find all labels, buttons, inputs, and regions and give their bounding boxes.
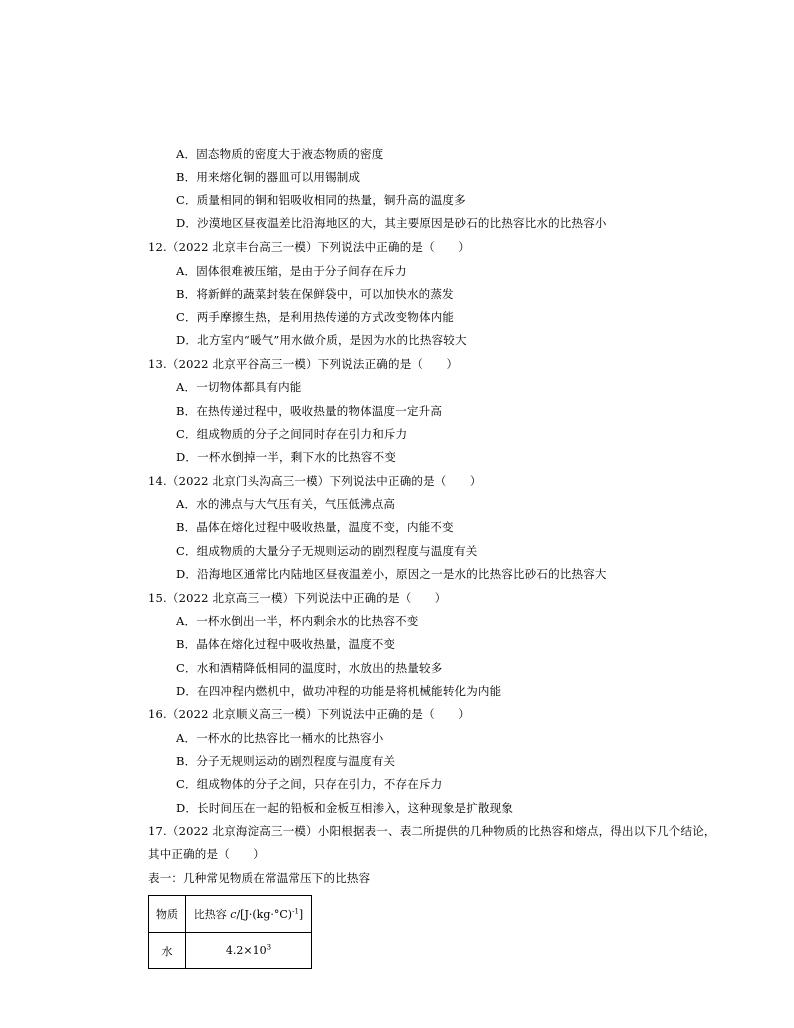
q12-option-c: C．两手摩擦生热，是利用热传递的方式改变物体内能 xyxy=(176,310,455,324)
q15-option-d: D．在四冲程内燃机中，做功冲程的功能是将机械能转化为内能 xyxy=(176,684,502,698)
q14-option-d: D．沿海地区通常比内陆地区昼夜温差小，原因之一是水的比热容比砂石的比热容大 xyxy=(176,567,607,581)
q15-option-c: C．水和酒精降低相同的温度时，水放出的热量较多 xyxy=(176,661,443,675)
q13-stem: 13.（2022 北京平谷高三一模）下列说法正确的是（ ） xyxy=(148,357,459,371)
header-c-unit: /[J·(kg·°C) xyxy=(236,908,293,921)
q11-option-c: C．质量相同的铜和铝吸收相同的热量，铜升高的温度多 xyxy=(176,193,466,207)
q14-option-c: C．组成物质的大量分子无规则运动的剧烈程度与温度有关 xyxy=(176,544,478,558)
q13-option-a: A．一切物体都具有内能 xyxy=(176,380,302,394)
specific-heat-table xyxy=(148,895,312,969)
q13-option-d: D．一杯水倒掉一半，剩下水的比热容不变 xyxy=(176,450,397,464)
table-row xyxy=(149,933,312,969)
table-header-specific-heat xyxy=(186,896,312,933)
q14-option-b: B．晶体在熔化过程中吸收热量，温度不变，内能不变 xyxy=(176,520,454,534)
q16-option-d: D．长时间压在一起的铅板和金板互相渗入，这种现象是扩散现象 xyxy=(176,801,514,815)
q14-option-a: A．水的沸点与大气压有关，气压低沸点高 xyxy=(176,497,396,511)
q14-stem: 14.（2022 北京门头沟高三一模）下列说法中正确的是（ ） xyxy=(148,474,482,488)
q11-option-b: B．用来熔化铜的器皿可以用锡制成 xyxy=(176,170,361,184)
table1-caption: 表一：几种常见物质在常温常压下的比热容 xyxy=(148,871,371,885)
header-c-prefix: 比热容 xyxy=(193,908,231,921)
value-base: 4.2×10 xyxy=(225,944,267,957)
q15-option-a: A．一杯水倒出一半，杯内剩余水的比热容不变 xyxy=(176,614,419,628)
q15-option-b: B．晶体在熔化过程中吸收热量，温度不变 xyxy=(176,637,396,651)
value-exp: 3 xyxy=(266,943,272,952)
q16-stem: 16.（2022 北京顺义高三一模）下列说法中正确的是（ ） xyxy=(148,707,470,721)
q16-option-c: C．组成物体的分子之间，只存在引力，不存在斥力 xyxy=(176,777,443,791)
q16-option-b: B．分子无规则运动的剧烈程度与温度有关 xyxy=(176,754,396,768)
header-c-exp: -1 xyxy=(292,907,299,916)
header-c-var: c xyxy=(230,908,237,921)
q12-option-a: A．固体很难被压缩，是由于分子间存在斥力 xyxy=(176,264,407,278)
table-header-substance: 物质 xyxy=(149,896,186,933)
q13-option-b: B．在热传递过程中，吸收热量的物体温度一定升高 xyxy=(176,404,443,418)
q17-stem-line1: 17.（2022 北京海淀高三一模）小阳根据表一、表二所提供的几种物质的比热容和熔点，得出以下几个结论， xyxy=(148,824,716,838)
q12-option-b: B．将新鲜的蔬菜封装在保鲜袋中，可以加快水的蒸发 xyxy=(176,287,454,301)
header-c-close: ] xyxy=(298,908,304,921)
q16-option-a: A．一杯水的比热容比一桶水的比热容小 xyxy=(176,731,384,745)
q11-option-d: D．沙漠地区昼夜温差比沿海地区的大，其主要原因是砂石的比热容比水的比热容小 xyxy=(176,216,607,230)
q12-stem: 12.（2022 北京丰台高三一模）下列说法中正确的是（ ） xyxy=(148,240,470,254)
q13-option-c: C．组成物质的分子之间同时存在引力和斥力 xyxy=(176,427,408,441)
table-cell-value xyxy=(186,933,312,969)
table-header-row xyxy=(149,896,312,933)
table-cell-substance: 水 xyxy=(149,933,186,969)
q15-stem: 15.（2022 北京高三一模）下列说法中正确的是（ ） xyxy=(148,591,447,605)
q11-option-a: A．固态物质的密度大于液态物质的密度 xyxy=(176,147,384,161)
q12-option-d: D．北方室内“暖气”用水做介质，是因为水的比热容较大 xyxy=(176,333,467,347)
q17-stem-line2: 其中正确的是（ ） xyxy=(148,847,265,861)
